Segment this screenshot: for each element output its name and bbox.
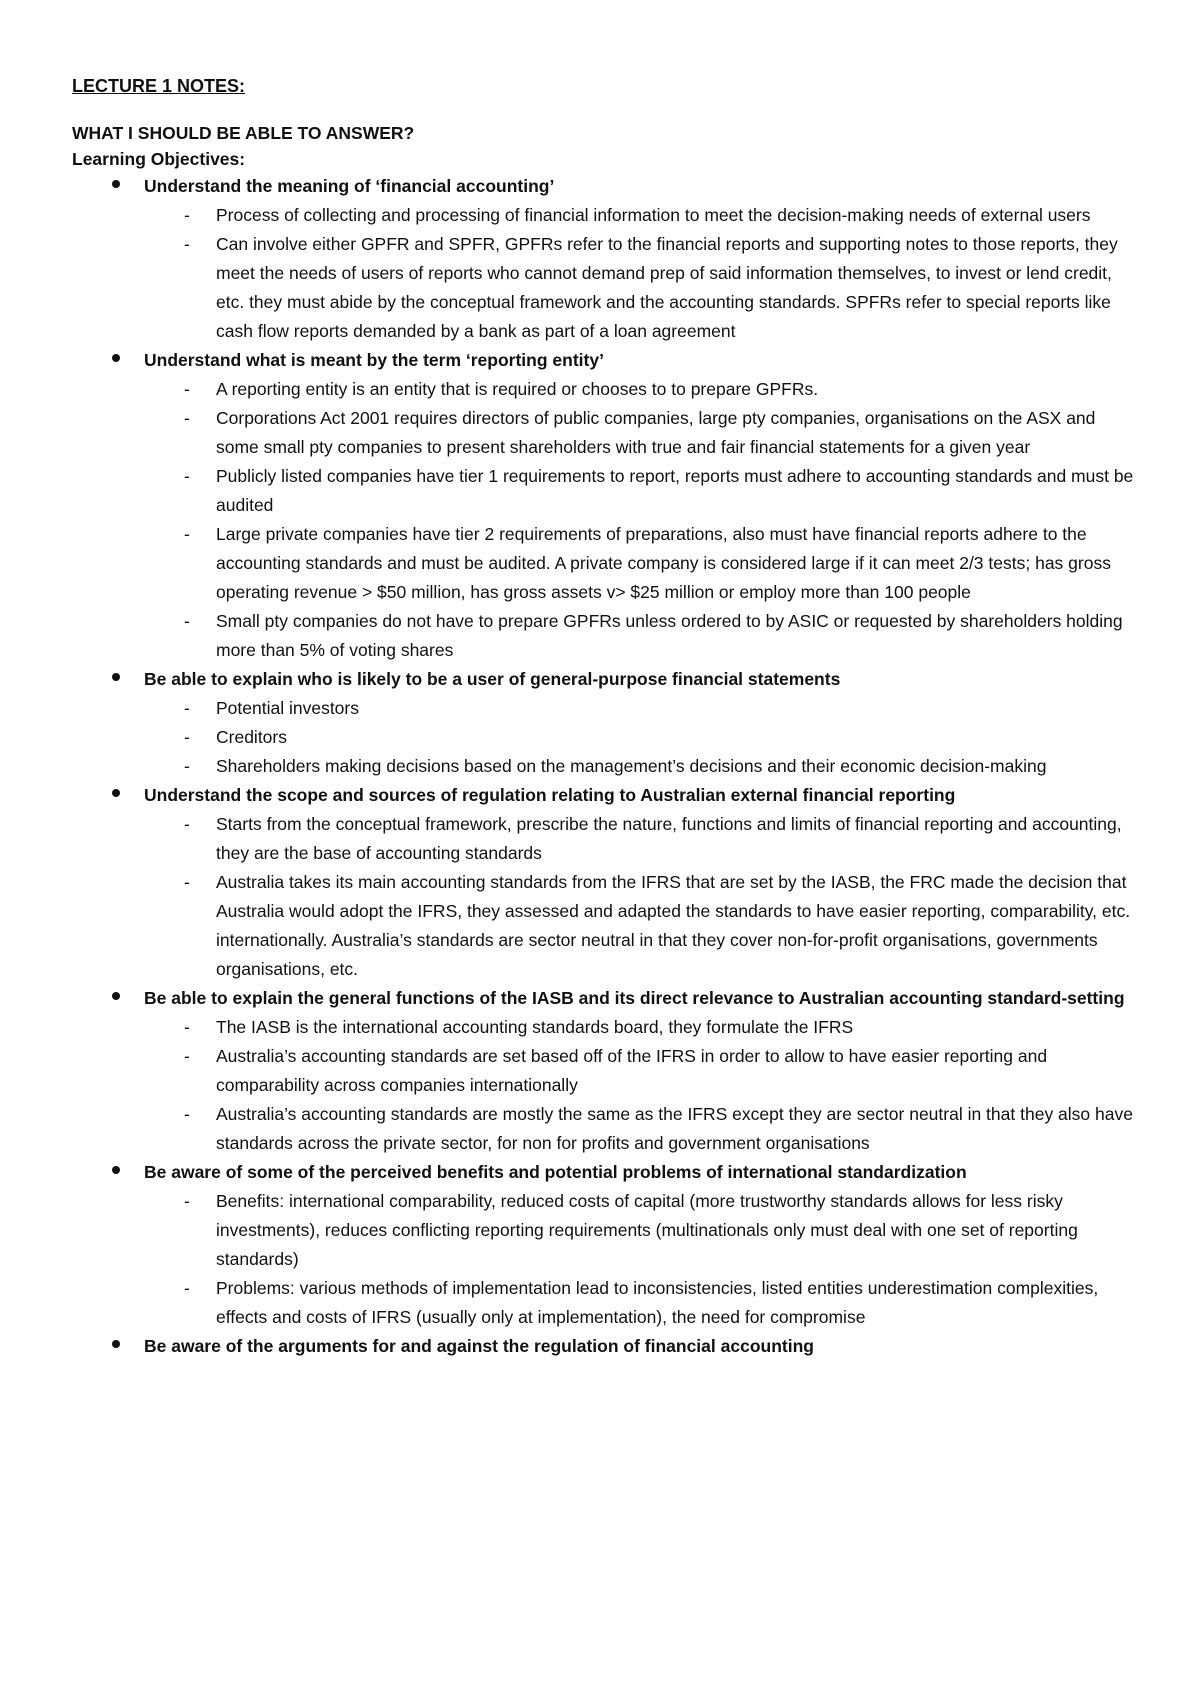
dash-icon: - (184, 756, 190, 776)
objective-item (72, 665, 1142, 781)
objective-item (72, 1158, 1142, 1332)
objective-item (72, 346, 1142, 665)
dash-icon: - (184, 698, 190, 718)
sub-point-text: Process of collecting and processing of financial information to meet the decision-making needs of external users (216, 205, 1091, 225)
sub-point (144, 752, 1142, 781)
document-page (72, 74, 1142, 1361)
sub-point-list (144, 694, 1142, 781)
bullet-icon (112, 992, 120, 1000)
sub-point (144, 230, 1142, 346)
dash-icon: - (184, 466, 190, 486)
objective-item (72, 984, 1142, 1158)
dash-icon: - (184, 379, 190, 399)
objective-text: Be able to explain who is likely to be a user of general-purpose financial statements (144, 669, 841, 689)
document-title: LECTURE 1 NOTES: (72, 76, 246, 96)
objectives-list (72, 172, 1142, 1361)
dash-icon: - (184, 727, 190, 747)
objective-text: Be able to explain the general functions of the IASB and its direct relevance to Australian accounting standard-setting (144, 988, 1125, 1008)
objective-text: Understand what is meant by the term ‘reporting entity’ (144, 350, 604, 370)
sub-point-list (144, 375, 1142, 665)
objective-item (72, 172, 1142, 346)
sub-point-text: Australia’s accounting standards are mostly the same as the IFRS except they are sector neutral in that they also have standards across the private sector, for non for profits and government organisations (216, 1104, 1133, 1153)
dash-icon: - (184, 1278, 190, 1298)
sub-point (144, 723, 1142, 752)
sub-point-list (144, 1013, 1142, 1158)
dash-icon: - (184, 872, 190, 892)
dash-icon: - (184, 408, 190, 428)
bullet-icon (112, 1340, 120, 1348)
sub-point (144, 520, 1142, 607)
sub-point (144, 1100, 1142, 1158)
sub-point (144, 810, 1142, 868)
dash-icon: - (184, 205, 190, 225)
dash-icon: - (184, 234, 190, 254)
sub-point-text: A reporting entity is an entity that is required or chooses to to prepare GPFRs. (216, 379, 819, 399)
bullet-icon (112, 789, 120, 797)
sub-point-text: Australia’s accounting standards are set based off of the IFRS in order to allow to have easier reporting and comparability across companies internationally (216, 1046, 1048, 1095)
sub-point-text: Can involve either GPFR and SPFR, GPFRs refer to the financial reports and supporting notes to those reports, they meet the needs of users of reports who cannot demand prep of said information themselves, to invest or lend credit, etc. they must abide by the conceptual framework and the accounting standards. SPFRs refer to special reports like cash flow reports demanded by a bank as part of a loan agreement (216, 234, 1118, 341)
dash-icon: - (184, 524, 190, 544)
objective-text: Be aware of some of the perceived benefits and potential problems of international standardization (144, 1162, 967, 1182)
sub-point (144, 462, 1142, 520)
sub-point-text: Benefits: international comparability, reduced costs of capital (more trustworthy standards allows for less risky investments), reduces conflicting reporting requirements (multinationals only must deal with one set of reporting standards) (216, 1191, 1078, 1269)
sub-point (144, 607, 1142, 665)
sub-point-text: Australia takes its main accounting standards from the IFRS that are set by the IASB, the FRC made the decision that Australia would adopt the IFRS, they assessed and adapted the standards to have easier reporting, comparability, etc. internationally. Australia’s standards are sector neutral in that they cover non-for-profit organisations, governments organisations, etc. (216, 872, 1131, 979)
sub-point-text: The IASB is the international accounting standards board, they formulate the IFRS (216, 1017, 854, 1037)
sub-point (144, 868, 1142, 984)
sub-point-text: Shareholders making decisions based on the management’s decisions and their economic decision-making (216, 756, 1047, 776)
bullet-icon (112, 1166, 120, 1174)
sub-point-text: Publicly listed companies have tier 1 requirements to report, reports must adhere to accounting standards and must be audited (216, 466, 1134, 515)
sub-point (144, 1042, 1142, 1100)
dash-icon: - (184, 611, 190, 631)
sub-point (144, 1187, 1142, 1274)
sub-point (144, 375, 1142, 404)
sub-point-text: Corporations Act 2001 requires directors of public companies, large pty companies, organisations on the ASX and some small pty companies to present shareholders with true and fair financial statements for a given year (216, 408, 1096, 457)
sub-point-list (144, 810, 1142, 984)
sub-point (144, 201, 1142, 230)
sub-point-text: Small pty companies do not have to prepare GPFRs unless ordered to by ASIC or requested by shareholders holding more than 5% of voting shares (216, 611, 1123, 660)
dash-icon: - (184, 1046, 190, 1066)
sub-point (144, 1274, 1142, 1332)
dash-icon: - (184, 814, 190, 834)
sub-point-list (144, 1187, 1142, 1332)
objective-text: Be aware of the arguments for and against the regulation of financial accounting (144, 1336, 814, 1356)
sub-point-text: Large private companies have tier 2 requirements of preparations, also must have financial reports adhere to the accounting standards and must be audited. A private company is considered large if it can meet 2/3 tests; has gross operating revenue > $50 million, has gross assets v> $25 million or employ more than 100 people (216, 524, 1111, 602)
dash-icon: - (184, 1104, 190, 1124)
objective-text: Understand the scope and sources of regulation relating to Australian external financial reporting (144, 785, 956, 805)
sub-point-text: Starts from the conceptual framework, prescribe the nature, functions and limits of financial reporting and accounting, they are the base of accounting standards (216, 814, 1122, 863)
sub-point-text: Potential investors (216, 698, 359, 718)
dash-icon: - (184, 1017, 190, 1037)
sub-point-list (144, 201, 1142, 346)
sub-point-text: Creditors (216, 727, 287, 747)
sub-point (144, 404, 1142, 462)
sub-point (144, 1013, 1142, 1042)
dash-icon: - (184, 1191, 190, 1211)
section-heading: WHAT I SHOULD BE ABLE TO ANSWER? (72, 123, 415, 143)
bullet-icon (112, 180, 120, 188)
objective-text: Understand the meaning of ‘financial accounting’ (144, 176, 555, 196)
learning-objectives-label: Learning Objectives: (72, 149, 246, 169)
objective-item (72, 1332, 1142, 1361)
sub-point-text: Problems: various methods of implementation lead to inconsistencies, listed entities underestimation complexities, effects and costs of IFRS (usually only at implementation), the need for compromise (216, 1278, 1099, 1327)
bullet-icon (112, 354, 120, 362)
objective-item (72, 781, 1142, 984)
bullet-icon (112, 673, 120, 681)
sub-point (144, 694, 1142, 723)
